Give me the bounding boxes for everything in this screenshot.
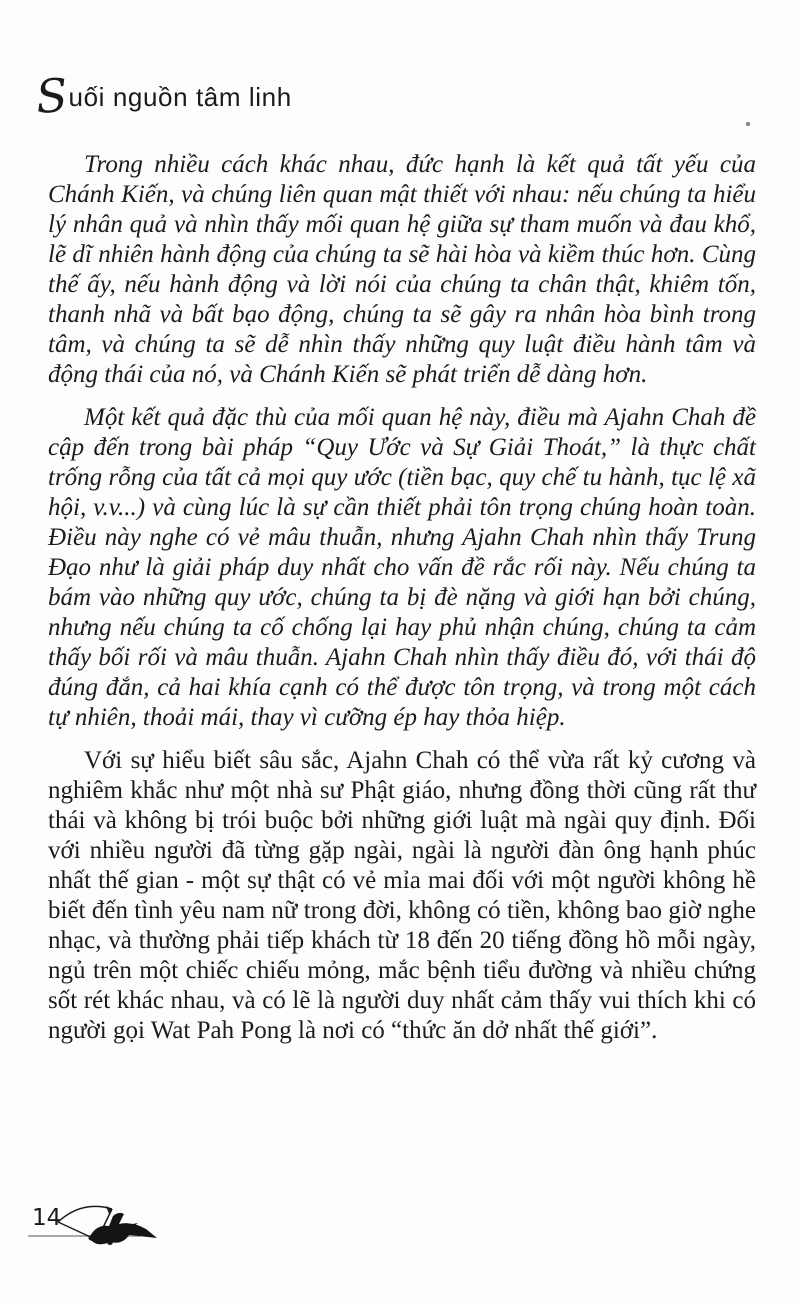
page-footer (28, 1196, 188, 1250)
paragraph-2: Một kết quả đặc thù của mối quan hệ này, điều mà Ajahn Chah đề cập đến trong bài pháp “Quy Ước và Sự Giải Thoát,” là thực chất trống rỗng của tất cả mọi quy ước (tiền bạc, quy chế tu hành, tục lệ xã hội, v.v...) và cùng lúc là sự cần thiết phải tôn trọng chúng hoàn toàn. Điều này nghe có vẻ mâu thuẫn, nhưng Ajahn Chah nhìn thấy Trung Đạo như là giải pháp duy nhất cho vấn đề rắc rối này. Nếu chúng ta bám vào những quy ước, chúng ta bị đè nặng và giới hạn bởi chúng, nhưng nếu chúng ta cố chống lại hay phủ nhận chúng, chúng ta cảm thấy bối rối và mâu thuẫn. Ajahn Chah nhìn thấy điều đó, với thái độ đúng đắn, cả hai khía cạnh có thể được tôn trọng, và trong một cách tự nhiên, thoải mái, thay vì cưỡng ép hay thỏa hiệp. (48, 404, 756, 731)
page-number: 14 (32, 1205, 62, 1231)
paragraph-3: Với sự hiểu biết sâu sắc, Ajahn Chah có thể vừa rất kỷ cương và nghiêm khắc như một nhà sư Phật giáo, nhưng đồng thời cũng rất thư thái và không bị trói buộc bởi những giới luật mà ngài quy định. Đối với nhiều người đã từng gặp ngài, ngài là người đàn ông hạnh phúc nhất thế gian - một sự thật có vẻ mỉa mai đối với một người không hề biết đến tình yêu nam nữ trong đời, không có tiền, không bao giờ nghe nhạc, và thường phải tiếp khách từ 18 đến 20 tiếng đồng hồ mỗi ngày, ngủ trên một chiếc chiếu mỏng, mắc bệnh tiểu đường và nhiều chứng sốt rét khác nhau, và có lẽ là người duy nhất cảm thấy vui thích khi có người gọi Wat Pah Pong là nơi có “thức ăn dở nhất thế giới”. (48, 747, 756, 1044)
page-body (48, 150, 756, 1059)
running-header (34, 67, 292, 125)
bird-ornament-icon (54, 1198, 160, 1248)
header-title: uối nguồn tâm linh (68, 82, 292, 112)
scan-speck (746, 122, 750, 126)
paragraph-1: Trong nhiều cách khác nhau, đức hạnh là kết quả tất yếu của Chánh Kiến, và chúng liên quan mật thiết với nhau: nếu chúng ta hiểu lý nhân quả và nhìn thấy mối quan hệ giữa sự tham muốn và đau khổ, lẽ dĩ nhiên hành động của chúng ta sẽ hài hòa và kiềm thúc hơn. Cùng thế ấy, nếu hành động và lời nói của chúng ta chân thật, khiêm tốn, thanh nhã và bất bạo động, chúng ta sẽ gây ra nhân hòa bình trong tâm, và chúng ta sẽ dễ nhìn thấy những quy luật điều hành tâm và động thái của nó, và Chánh Kiến sẽ phát triển dễ dàng hơn. (48, 151, 756, 388)
decorative-initial: S (34, 67, 70, 125)
